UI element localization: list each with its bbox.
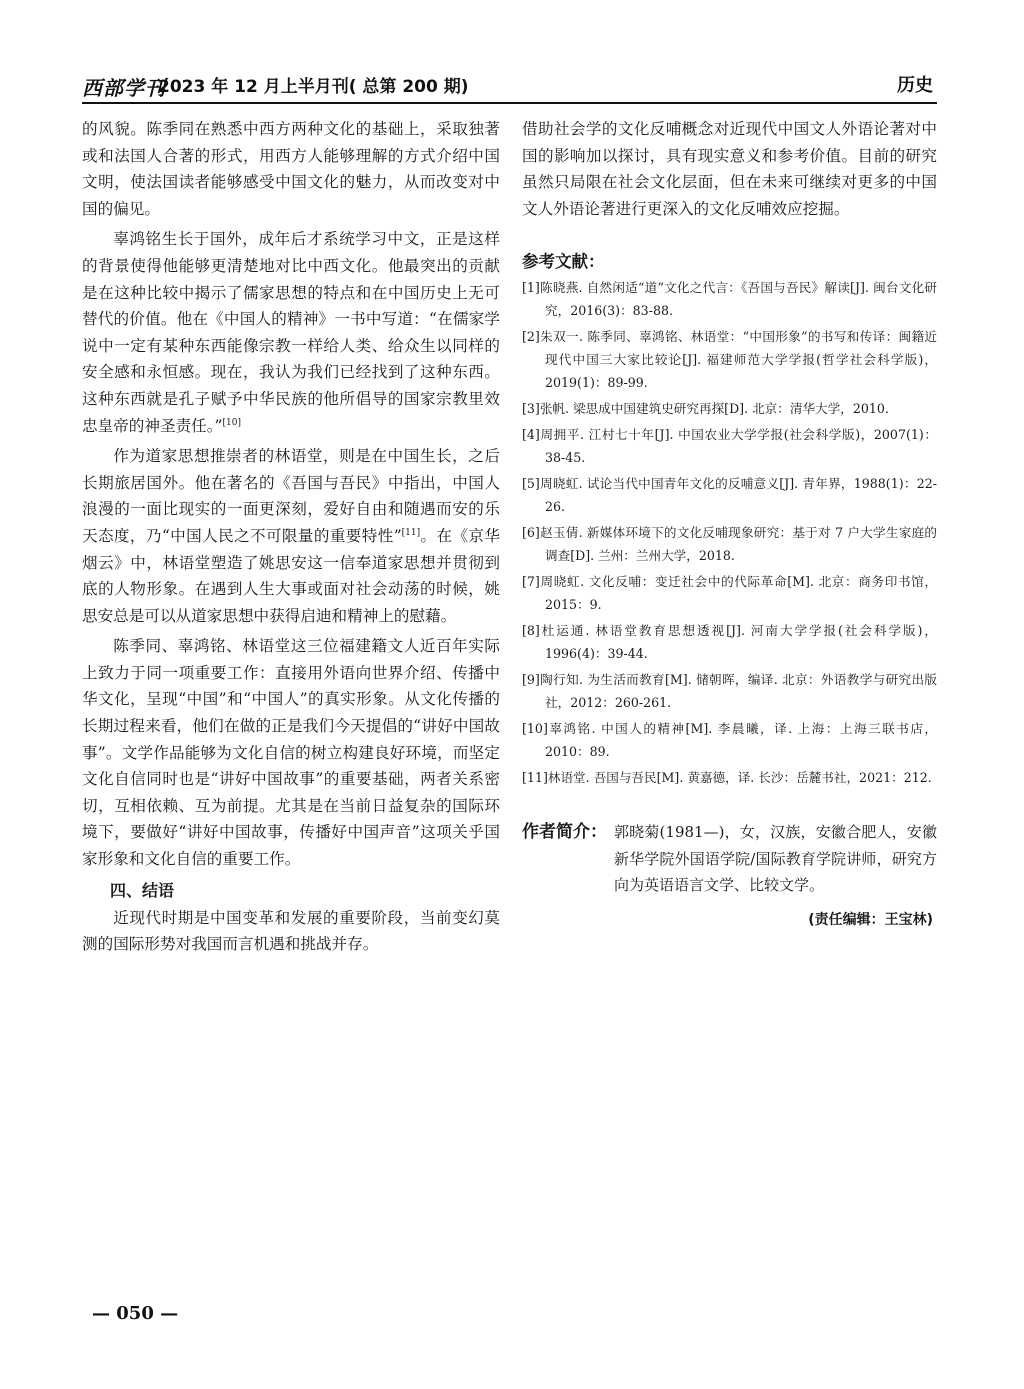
paragraph: 的风貌。陈季同在熟悉中西方两种文化的基础上，采取独著或和法国人合著的形式，用西方人能够理解的方式介绍中国文明，使法国读者能够感受中国文化的魅力，从而改变对中国的偏见。: [82, 120, 500, 218]
paragraph: [82, 443, 500, 629]
page-header: [82, 70, 937, 102]
author-label: 作者简介：: [522, 822, 607, 843]
citation-mark: [11]: [401, 527, 421, 538]
reference-item: [1]陈晓燕. 自然闲适“道”文化之代言：《吾国与吾民》解读[J]. 闽台文化研究，2016(3)：83-88.: [522, 280, 937, 319]
reference-item: [10]辜鸿铭. 中国人的精神[M]. 李晨曦，译. 上海：上海三联书店，2010：89.: [522, 721, 937, 760]
page-number: — 050 —: [92, 1303, 179, 1324]
reference-item: [5]周晓虹. 试论当代中国青年文化的反哺意义[J]. 青年界，1988(1)：22-26.: [522, 476, 937, 515]
reference-item: [2]朱双一. 陈季同、辜鸿铭、林语堂：“中国形象”的书写和传译：闽籍近现代中国三大家比较论[J]. 福建师范大学学报(哲学社会科学版)，2019(1)：89-99.: [522, 329, 937, 391]
reference-item: [8]杜运通. 林语堂教育思想透视[J]. 河南大学学报(社会科学版)，1996(4)：39-44.: [522, 623, 937, 662]
citation-mark: [10]: [222, 417, 242, 428]
paragraph: 借助社会学的文化反哺概念对近现代中国文人外语论著对中国的影响加以探讨，具有现实意义和参考价值。目前的研究虽然只局限在社会文化层面，但在未来可继续对更多的中国文人外语论著进行更深入的文化反哺效应挖掘。: [522, 120, 937, 218]
responsible-editor: (责任编辑：王宝林): [808, 911, 933, 928]
paragraph: 陈季同、辜鸿铭、林语堂这三位福建籍文人近百年实际上致力于同一项重要工作：直接用外语向世界介绍、传播中华文化，呈现“中国”和“中国人”的真实形象。从文化传播的长期过程来看，他们在做的正是我们今天提倡的“讲好中国故事”。文学作品能够为文化自信的树立构建良好环境，而坚定文化自信同时也是“讲好中国故事”的重要基础，两者关系密切，互相依赖、互为前提。尤其是在当前日益复杂的国际环境下，要做好“讲好中国故事，传播好中国声音”这项关乎国家形象和文化自信的重要工作。: [82, 637, 500, 869]
right-column: [522, 116, 937, 929]
section-name: 历史: [897, 75, 933, 96]
reference-item: [3]张帆. 梁思成中国建筑史研究再探[D]. 北京：清华大学，2010.: [522, 401, 889, 417]
journal-logo: 西部学刊: [82, 76, 166, 100]
paragraph: 近现代时期是中国变革和发展的重要阶段，当前变幻莫测的国际形势对我国而言机遇和挑战并存。: [82, 908, 500, 954]
issue-info: 2023 年 12 月上半月刊( 总第 200 期): [158, 77, 469, 97]
reference-item: [4]周拥平. 江村七十年[J]. 中国农业大学学报(社会科学版)，2007(1)：38-45.: [522, 427, 937, 466]
reference-item: [9]陶行知. 为生活而教育[M]. 储朝晖，编译. 北京：外语教学与研究出版社，2012：260-261.: [522, 672, 937, 711]
paragraph: [82, 226, 500, 439]
reference-item: [7]周晓虹. 文化反哺：变迁社会中的代际革命[M]. 北京：商务印书馆，2015：9.: [522, 574, 937, 613]
references-list: [522, 276, 937, 789]
references-title: 参考文献：: [522, 252, 605, 272]
author-text: 郭晓菊(1981—)，女，汉族，安徽合肥人，安徽新华学院外国语学院/国际教育学院讲师，研究方向为英语语言文学、比较文学。: [614, 823, 937, 895]
left-column: [82, 116, 500, 962]
reference-item: [6]赵玉倩. 新媒体环境下的文化反哺现象研究：基于对 7 户大学生家庭的调查[D]. 兰州：兰州大学，2018.: [522, 525, 937, 564]
paragraph-text: 辜鸿铭生长于国外，成年后才系统学习中文，正是这样的背景使得他能够更清楚地对比中西文化。他最突出的贡献是在这种比较中揭示了儒家思想的特点和在中国历史上无可替代的价值。他在《中国人的精神》一书中写道：“在儒家学说中一定有某种东西能像宗教一样给人类、给众生以同样的安全感和永恒感。现在，我认为我们已经找到了这种东西。这种东西就是孔子赋予中华民族的他所倡导的国家宗教里效忠皇帝的神圣责任。”: [82, 230, 500, 435]
header-rule: [82, 102, 937, 104]
paragraph-text: 作为道家思想推崇者的林语堂，则是在中国生长，之后长期旅居国外。他在著名的《吾国与吾民》中指出，中国人浪漫的一面比现实的一面更深刻，爱好自由和随遇而安的乐天态度，乃“中国人民之不可限量的重要特性”: [82, 447, 500, 545]
paragraph-text: 。在《京华烟云》中，林语堂塑造了姚思安这一信奉道家思想并贯彻到底的人物形象。在遇到人生大事或面对社会动荡的时候，姚思安总是可以从道家思想中获得启迪和精神上的慰藉。: [82, 526, 500, 625]
section-heading: 四、结语: [110, 880, 175, 900]
author-bio: [522, 819, 937, 899]
reference-item: [11]林语堂. 吾国与吾民[M]. 黄嘉德，译. 长沙：岳麓书社，2021：212.: [522, 770, 932, 786]
